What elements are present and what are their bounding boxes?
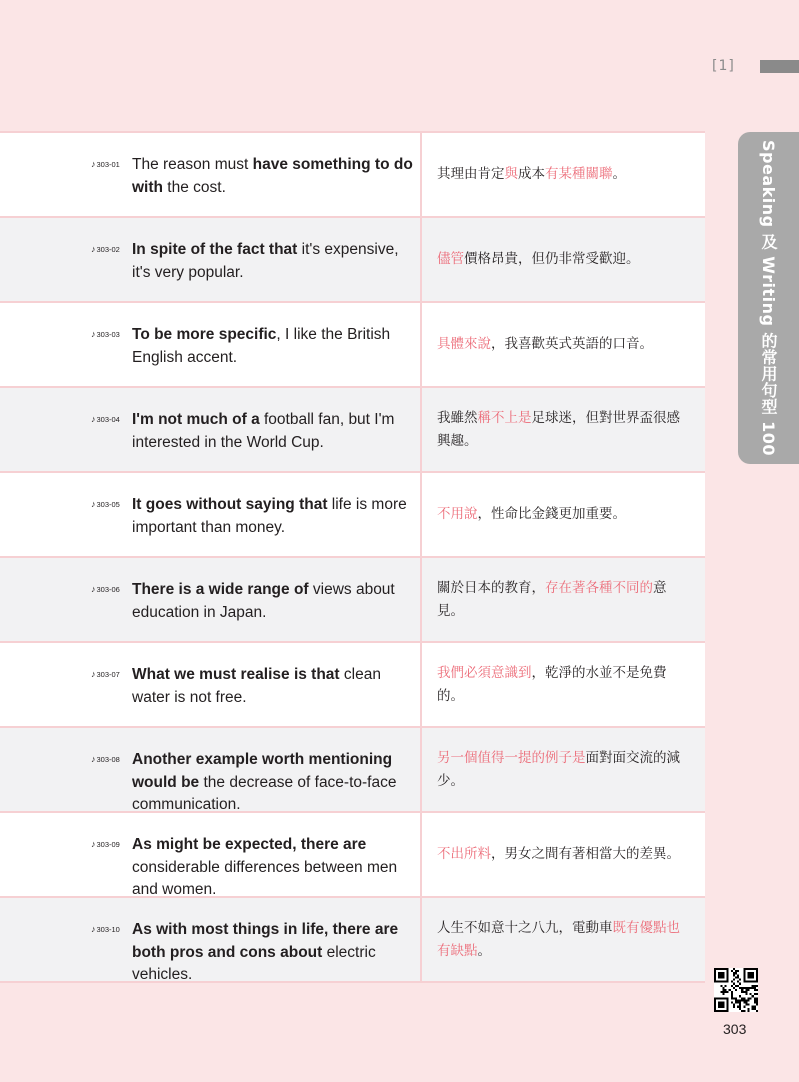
audio-track-number: 303-07 xyxy=(96,670,120,679)
music-note-icon: ♪ xyxy=(91,329,96,339)
highlighted-phrase: 具體來說 xyxy=(437,336,491,353)
phrase-row xyxy=(0,386,705,471)
audio-track-number: 303-01 xyxy=(96,160,120,169)
audio-track-label xyxy=(91,414,120,424)
audio-track-number: 303-08 xyxy=(96,755,120,764)
highlighted-phrase: 我們必須意識到 xyxy=(437,665,532,681)
key-phrase: What we must realise is that xyxy=(132,666,340,683)
translation-text: 關於日本的教育， xyxy=(437,580,545,596)
sentence-text: clean water is not free. xyxy=(132,666,381,706)
music-note-icon: ♪ xyxy=(91,924,96,934)
highlighted-phrase: 儘管 xyxy=(437,251,464,268)
audio-track-number: 303-03 xyxy=(96,330,120,339)
key-phrase: I'm not much of a xyxy=(132,411,260,428)
chinese-cell xyxy=(422,218,705,301)
music-note-icon: ♪ xyxy=(91,839,96,849)
sentence-text: The reason must xyxy=(132,156,253,173)
english-cell xyxy=(0,643,422,726)
sentence-text: the decrease of face-to-face communication. xyxy=(132,773,397,813)
chinese-cell xyxy=(422,643,705,726)
sentence-text: it's expensive, it's very popular. xyxy=(132,241,399,281)
chinese-translation xyxy=(437,407,693,452)
sentence-text: football fan, but I'm interested in the World Cup. xyxy=(132,411,395,451)
phrase-row xyxy=(0,896,705,983)
audio-track-label xyxy=(91,329,120,339)
key-phrase: As with most things in life, there are both pros and cons about xyxy=(132,921,399,961)
chinese-translation xyxy=(437,747,693,792)
audio-track-number: 303-09 xyxy=(96,840,120,849)
english-cell xyxy=(0,303,422,386)
highlighted-phrase: 有某種關聯 xyxy=(545,166,613,183)
translation-text: 其理由肯定 xyxy=(437,166,505,183)
phrase-table xyxy=(0,131,705,983)
chinese-translation xyxy=(437,248,640,271)
chinese-translation xyxy=(437,503,626,526)
highlighted-phrase: 不出所料 xyxy=(437,846,491,863)
translation-text: ，乾淨的水並不是免費的。 xyxy=(437,665,667,704)
music-note-icon: ♪ xyxy=(91,499,96,509)
chinese-cell xyxy=(422,473,705,556)
english-cell xyxy=(0,728,422,811)
english-cell xyxy=(0,388,422,471)
section-side-tab-title: Speaking 及 Writing 的常用句型 100 xyxy=(759,140,778,456)
english-sentence xyxy=(132,834,417,902)
page-number: 303 xyxy=(723,1021,747,1037)
phrase-row xyxy=(0,556,705,641)
audio-track-number: 303-02 xyxy=(96,245,120,254)
music-note-icon: ♪ xyxy=(91,159,96,169)
english-sentence xyxy=(132,749,417,817)
english-cell xyxy=(0,558,422,641)
english-sentence xyxy=(132,154,417,199)
phrase-row xyxy=(0,131,705,216)
sentence-text: the cost. xyxy=(163,178,226,196)
audio-track-label xyxy=(91,584,120,594)
chinese-cell xyxy=(422,133,705,216)
chinese-cell xyxy=(422,388,705,471)
chinese-cell xyxy=(422,813,705,896)
translation-text: ，男女之間有著相當大的差異。 xyxy=(491,846,680,863)
translation-text: 意見。 xyxy=(437,580,667,619)
phrase-row xyxy=(0,471,705,556)
sentence-text: considerable differences between men and women. xyxy=(132,858,398,898)
translation-text: ，性命比金錢更加重要。 xyxy=(477,506,626,523)
phrase-row xyxy=(0,726,705,811)
english-cell xyxy=(0,473,422,556)
highlighted-phrase: 既有優點也有缺點 xyxy=(437,920,680,959)
chinese-translation xyxy=(437,917,693,962)
english-sentence xyxy=(132,664,417,709)
sentence-text: views about education in Japan. xyxy=(132,581,395,621)
chinese-translation xyxy=(437,662,693,707)
sentence-text: life is more important than money. xyxy=(132,496,407,536)
english-sentence xyxy=(132,409,417,454)
audio-track-number: 303-05 xyxy=(96,500,120,509)
music-note-icon: ♪ xyxy=(91,754,96,764)
section-side-tab xyxy=(738,132,799,464)
translation-text: 人生不如意十之八九，電動車 xyxy=(437,920,613,936)
key-phrase: Another example worth mentioning would be xyxy=(132,751,393,791)
english-sentence xyxy=(132,579,417,624)
audio-track-number: 303-06 xyxy=(96,585,120,594)
translation-text: 面對面交流的減少。 xyxy=(437,750,680,789)
audio-track-number: 303-10 xyxy=(96,925,120,934)
key-phrase: It goes without saying that xyxy=(132,496,328,513)
chinese-cell xyxy=(422,728,705,811)
translation-text: 足球迷，但對世界盃很感興趣。 xyxy=(437,410,680,449)
translation-text: ，我喜歡英式英語的口音。 xyxy=(491,336,653,353)
chinese-translation xyxy=(437,163,626,186)
audio-track-label xyxy=(91,839,120,849)
highlighted-phrase: 與 xyxy=(504,166,518,183)
audio-track-label xyxy=(91,669,120,679)
chinese-translation xyxy=(437,577,693,622)
english-sentence xyxy=(132,324,417,369)
audio-track-label xyxy=(91,499,120,509)
sentence-text: , I like the British English accent. xyxy=(132,326,391,366)
audio-track-label xyxy=(91,159,120,169)
highlighted-phrase: 稱不上是 xyxy=(477,410,532,426)
english-sentence xyxy=(132,919,417,987)
qr-code xyxy=(714,968,758,1012)
english-sentence xyxy=(132,494,417,539)
chinese-cell xyxy=(422,558,705,641)
english-cell xyxy=(0,898,422,981)
highlighted-phrase: 不用說 xyxy=(437,506,478,523)
audio-track-label xyxy=(91,244,120,254)
chapter-page-label: [1] xyxy=(712,58,735,74)
phrase-row xyxy=(0,811,705,896)
english-sentence xyxy=(132,239,417,284)
english-cell xyxy=(0,133,422,216)
audio-track-number: 303-04 xyxy=(96,415,120,424)
key-phrase: To be more specific xyxy=(132,326,277,343)
phrase-row xyxy=(0,301,705,386)
key-phrase: In spite of the fact that xyxy=(132,241,298,258)
music-note-icon: ♪ xyxy=(91,414,96,424)
header-accent-bar xyxy=(760,60,799,73)
music-note-icon: ♪ xyxy=(91,669,96,679)
phrase-row xyxy=(0,641,705,726)
sentence-text: electric vehicles. xyxy=(132,943,376,983)
key-phrase: have something to do with xyxy=(132,156,413,196)
translation-text: 成本 xyxy=(518,166,545,183)
key-phrase: There is a wide range of xyxy=(132,581,309,598)
english-cell xyxy=(0,218,422,301)
audio-track-label xyxy=(91,754,120,764)
key-phrase: As might be expected, there are xyxy=(132,836,367,853)
english-cell xyxy=(0,813,422,896)
translation-text: 。 xyxy=(612,166,626,183)
chinese-translation xyxy=(437,843,680,866)
music-note-icon: ♪ xyxy=(91,244,96,254)
music-note-icon: ♪ xyxy=(91,584,96,594)
chinese-cell xyxy=(422,898,705,981)
translation-text: 我雖然 xyxy=(437,410,478,426)
translation-text: 。 xyxy=(477,942,491,959)
highlighted-phrase: 另一個值得一提的例子是 xyxy=(437,750,586,766)
audio-track-label xyxy=(91,924,120,934)
translation-text: 價格昂貴，但仍非常受歡迎。 xyxy=(464,251,640,268)
chinese-translation xyxy=(437,333,653,356)
highlighted-phrase: 存在著各種不同的 xyxy=(545,580,653,596)
chinese-cell xyxy=(422,303,705,386)
phrase-row xyxy=(0,216,705,301)
